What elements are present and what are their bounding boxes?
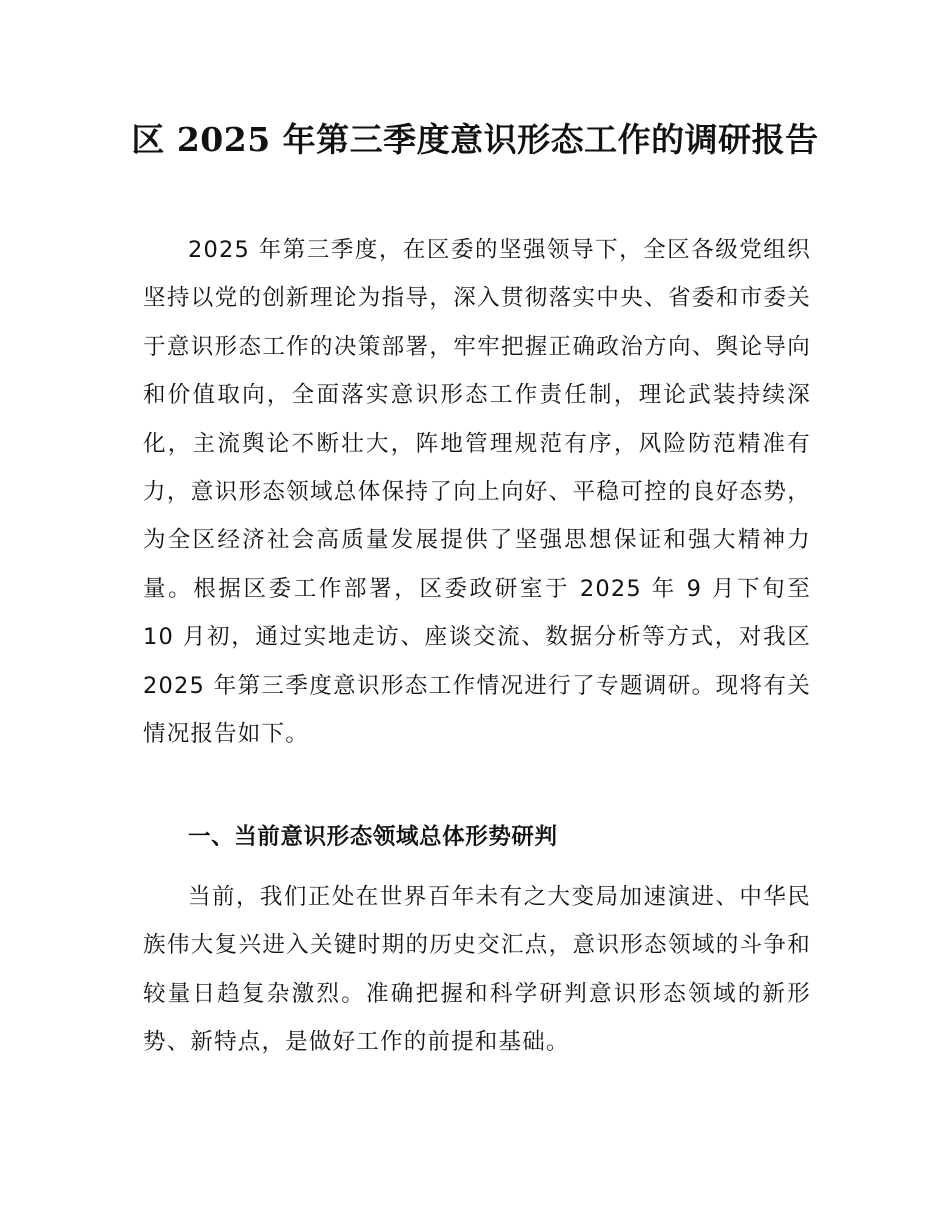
- intro-paragraph: 2025 年第三季度，在区委的坚强领导下，全区各级党组织坚持以党的创新理论为指导，深入贯彻落实中央、省委和市委关于意识形态工作的决策部署，牢牢把握正确政治方向、舆论导向和价值取向，全面落实意识形态工作责任制，理论武装持续深化，主流舆论不断壮大，阵地管理规范有序，风险防范精准有力，意识形态领域总体保持了向上向好、平稳可控的良好态势，为全区经济社会高质量发展提供了坚强思想保证和强大精神力量。根据区委工作部署，区委政研室于 2025 年 9 月下旬至 10 月初，通过实地走访、座谈交流、数据分析等方式，对我区 2025 年第三季度意识形态工作情况进行了专题调研。现将有关情况报告如下。: [143, 237, 811, 748]
- section-heading: 一、当前意识形态领域总体形势研判: [188, 824, 558, 850]
- section-paragraph: 当前，我们正处在世界百年未有之大变局加速演进、中华民族伟大复兴进入关键时期的历史交汇点，意识形态领域的斗争和较量日趋复杂激烈。准确把握和科学研判意识形态领域的新形势、新特点，是做好工作的前提和基础。: [143, 884, 811, 1056]
- document-title: 区 2025 年第三季度意识形态工作的调研报告: [131, 120, 819, 159]
